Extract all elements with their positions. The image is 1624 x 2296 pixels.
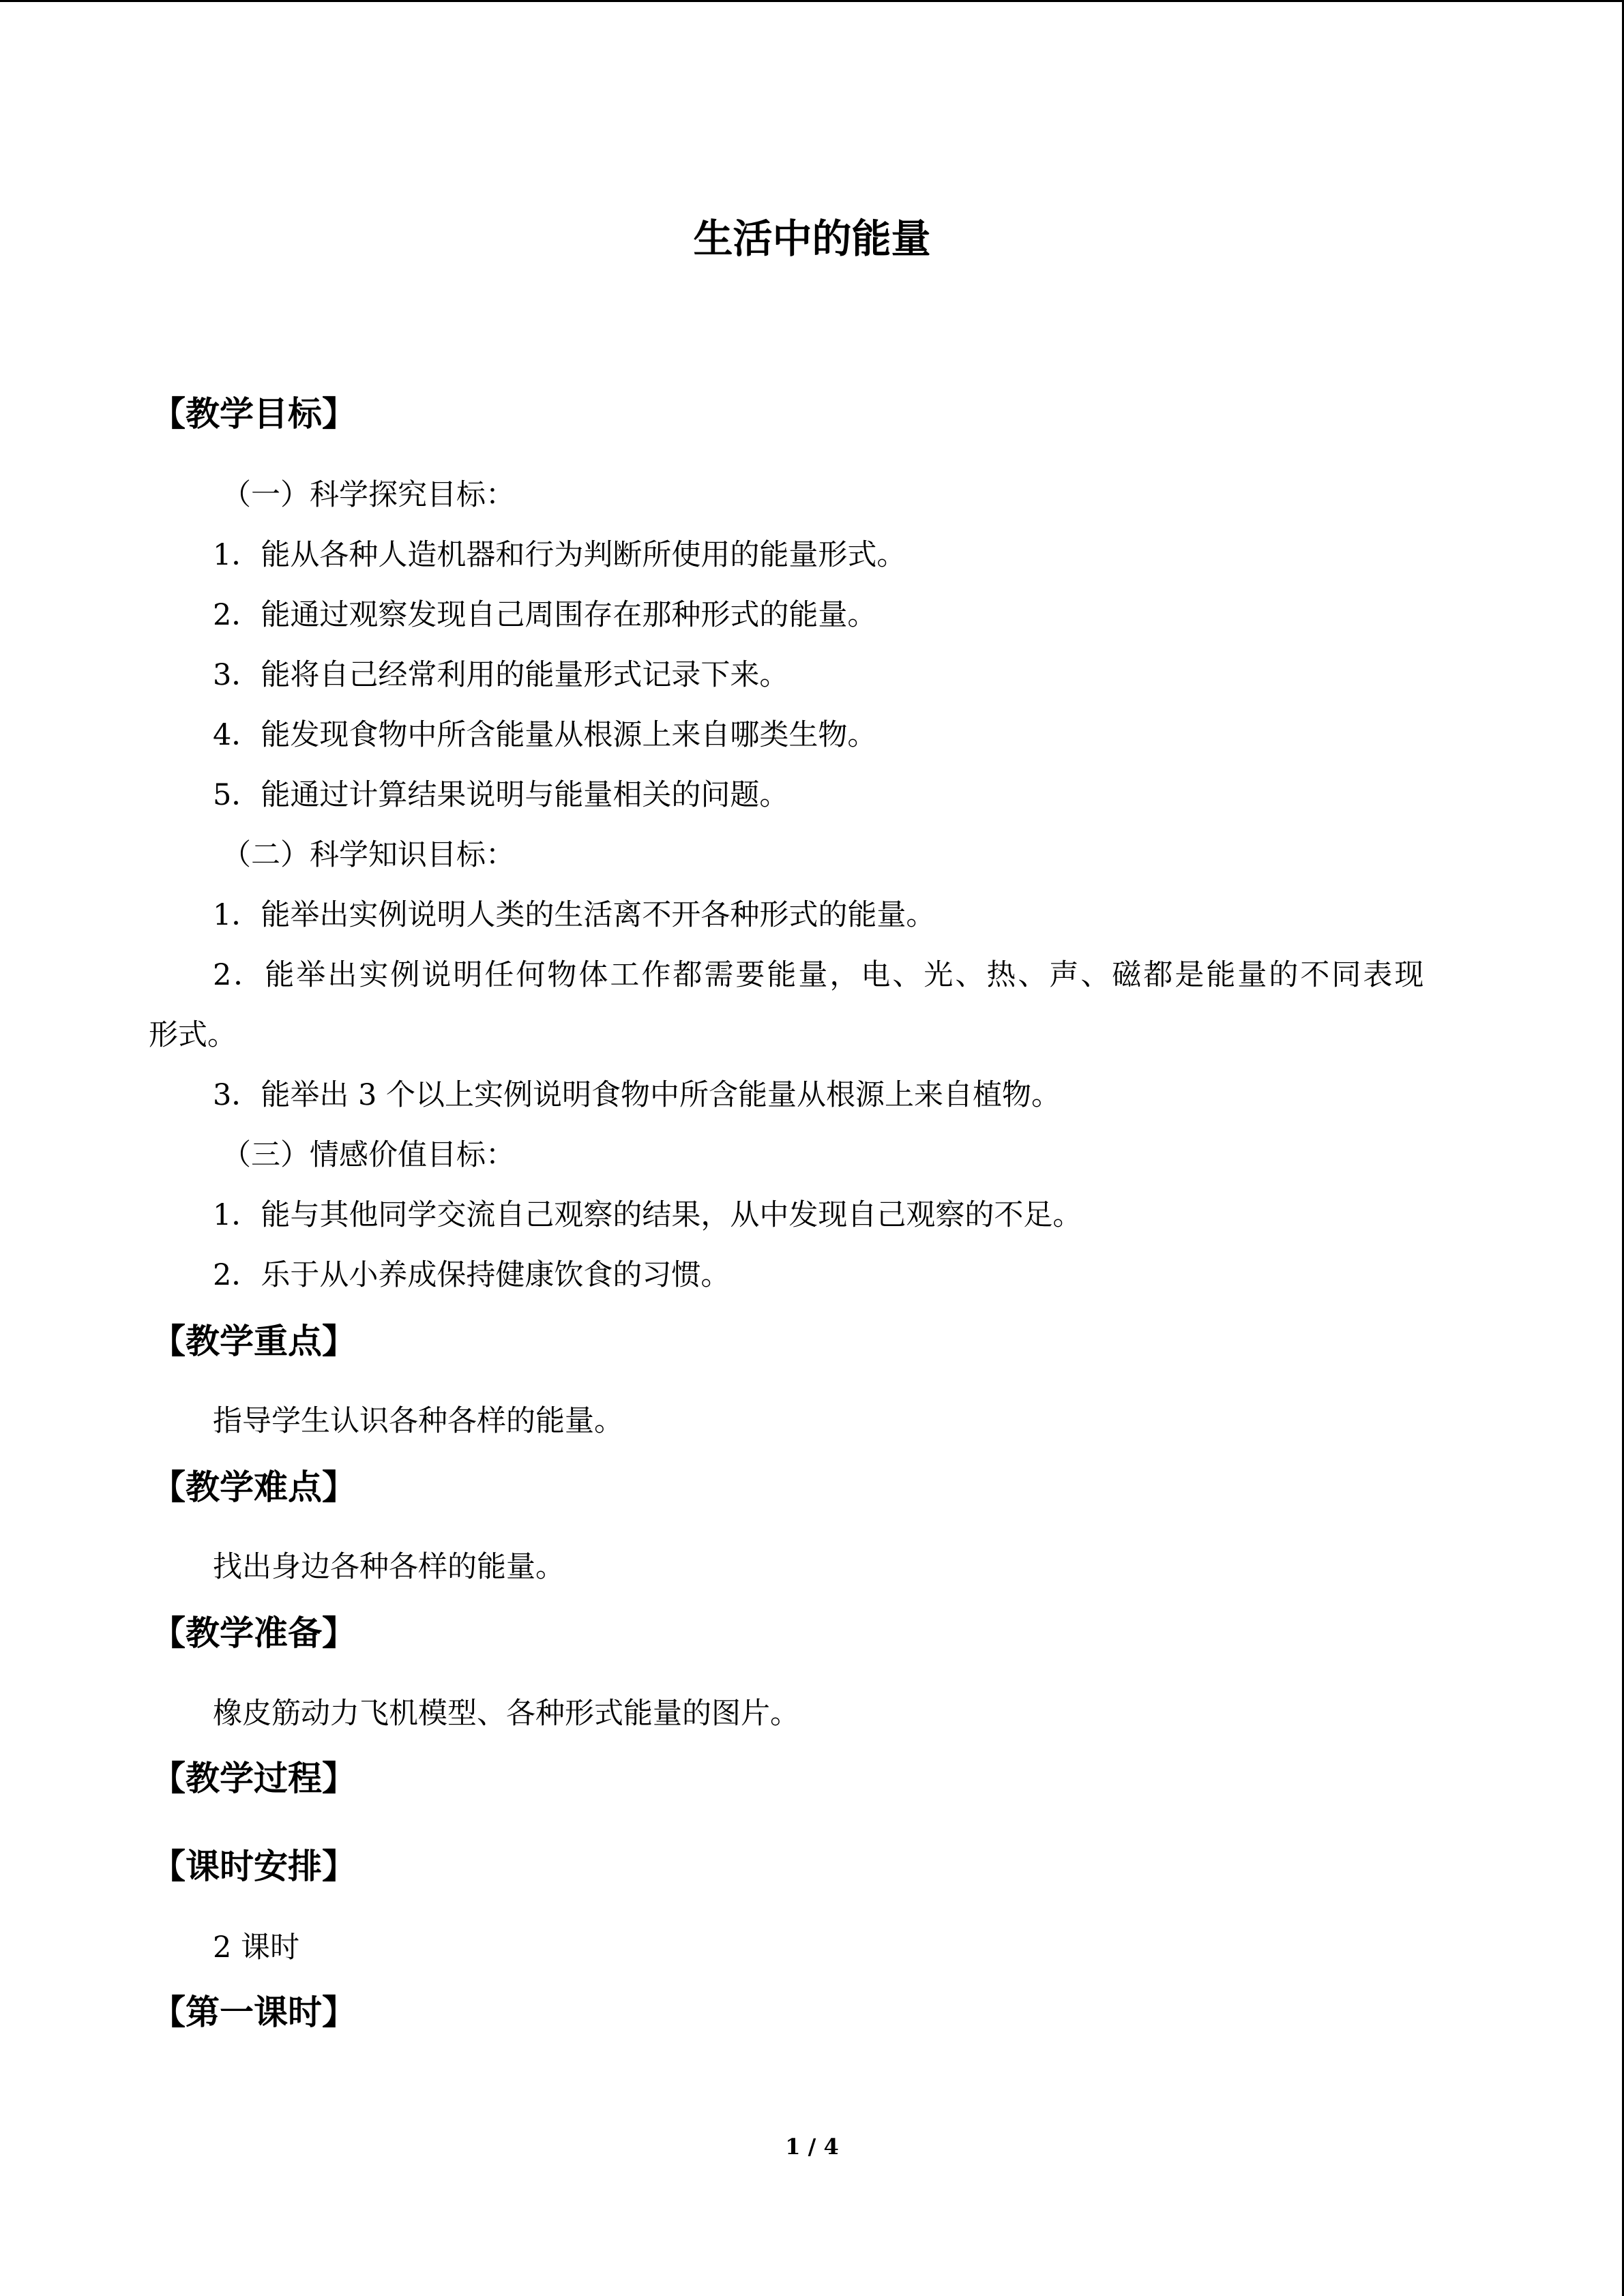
heading-preparation: 【教学准备】 <box>151 1613 356 1653</box>
key-points-text: 指导学生认识各种各样的能量。 <box>213 1404 623 1438</box>
emotion-item-1: 1．能与其他同学交流自己观察的结果，从中发现自己观察的不足。 <box>213 1198 1082 1232</box>
heading-process: 【教学过程】 <box>151 1759 356 1798</box>
heading-first-lesson: 【第一课时】 <box>151 1993 356 2032</box>
inquiry-objectives-label: （一）科学探究目标： <box>222 478 515 512</box>
inquiry-item-5: 5．能通过计算结果说明与能量相关的问题。 <box>213 778 789 812</box>
knowledge-item-2-continued: 形式。 <box>149 1018 237 1052</box>
page-border-top <box>0 0 1624 2</box>
heading-difficulties: 【教学难点】 <box>151 1467 356 1507</box>
schedule-text: 2 课时 <box>213 1930 300 1965</box>
page-number: 1 / 4 <box>785 2134 839 2160</box>
page-title: 生活中的能量 <box>693 215 931 262</box>
knowledge-item-1: 1．能举出实例说明人类的生活离不开各种形式的能量。 <box>213 898 936 932</box>
knowledge-item-3: 3．能举出 3 个以上实例说明食物中所含能量从根源上来自植物。 <box>213 1078 1061 1112</box>
preparation-text: 橡皮筋动力飞机模型、各种形式能量的图片。 <box>213 1697 799 1731</box>
inquiry-item-2: 2．能通过观察发现自己周围存在那种形式的能量。 <box>213 598 877 632</box>
emotion-objectives-label: （三）情感价值目标： <box>222 1138 515 1172</box>
heading-key-points: 【教学重点】 <box>151 1322 356 1361</box>
knowledge-item-2: 2．能举出实例说明任何物体工作都需要能量，电、光、热、声、磁都是能量的不同表现 <box>213 958 1426 992</box>
knowledge-objectives-label: （二）科学知识目标： <box>222 838 515 872</box>
inquiry-item-4: 4．能发现食物中所含能量从根源上来自哪类生物。 <box>213 718 877 752</box>
inquiry-item-3: 3．能将自己经常利用的能量形式记录下来。 <box>213 658 789 692</box>
heading-objectives: 【教学目标】 <box>151 394 356 434</box>
emotion-item-2: 2．乐于从小养成保持健康饮食的习惯。 <box>213 1258 730 1292</box>
inquiry-item-1: 1．能从各种人造机器和行为判断所使用的能量形式。 <box>213 538 906 572</box>
heading-schedule: 【课时安排】 <box>151 1847 356 1886</box>
difficulties-text: 找出身边各种各样的能量。 <box>213 1550 565 1584</box>
